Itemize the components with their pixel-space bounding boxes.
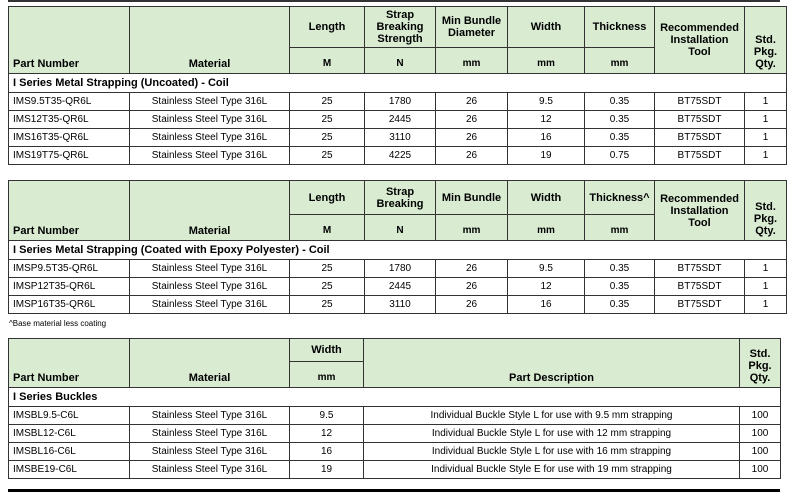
table-cell: 26 (436, 296, 508, 314)
header-material: Material (130, 7, 290, 74)
table-cell: 9.5 (290, 407, 364, 425)
header-width: Width (508, 181, 585, 215)
table-cell: 12 (508, 278, 585, 296)
table-cell: Individual Buckle Style E for use with 19 mm strapping (364, 461, 740, 479)
table-cell: 16 (508, 296, 585, 314)
unit-width: mm (290, 362, 364, 388)
buckles-table (8, 338, 781, 479)
strapping-coated-table (8, 180, 787, 314)
table-cell: 26 (436, 93, 508, 111)
section-title: I Series Buckles (9, 388, 781, 407)
table-cell: BT75SDT (655, 260, 745, 278)
table-cell: IMS16T35-QR6L (9, 129, 130, 147)
header-part-number: Part Number (9, 181, 130, 241)
header-part-number: Part Number (9, 7, 130, 74)
table-cell: IMS12T35-QR6L (9, 111, 130, 129)
table-cell: IMSBL9.5-C6L (9, 407, 130, 425)
top-rule (8, 0, 780, 2)
table-cell: 9.5 (508, 260, 585, 278)
header-material: Material (130, 339, 290, 388)
table-cell: 4225 (365, 147, 436, 165)
table-cell: 1 (745, 278, 787, 296)
table-cell: Stainless Steel Type 316L (130, 425, 290, 443)
table-row (9, 296, 787, 314)
table-cell: Individual Buckle Style L for use with 9.5 mm strapping (364, 407, 740, 425)
footnote: ^Base material less coating (9, 319, 107, 328)
section-title: I Series Metal Strapping (Coated with Epoxy Polyester) - Coil (9, 241, 787, 260)
table-cell: 25 (290, 111, 365, 129)
table-cell: 19 (508, 147, 585, 165)
header-length: Length (290, 7, 365, 48)
table-cell: IMS19T75-QR6L (9, 147, 130, 165)
table-row (9, 93, 787, 111)
table-row (9, 461, 781, 479)
table-cell: 1780 (365, 93, 436, 111)
table-cell: 26 (436, 129, 508, 147)
table-cell: Stainless Steel Type 316L (130, 296, 290, 314)
table-cell: Stainless Steel Type 316L (130, 147, 290, 165)
header-material: Material (130, 181, 290, 241)
header-std-pkg-qty: Std. Pkg. Qty. (740, 339, 781, 388)
bottom-rule (8, 489, 780, 492)
unit-width: mm (508, 48, 585, 74)
table-cell: 25 (290, 93, 365, 111)
table-cell: 25 (290, 278, 365, 296)
header-strap-breaking-strength: Strap Breaking Strength (365, 7, 436, 48)
header-length: Length (290, 181, 365, 215)
table-row (9, 129, 787, 147)
table-cell: 25 (290, 296, 365, 314)
section-title: I Series Metal Strapping (Uncoated) - Coil (9, 74, 787, 93)
table-cell: 1 (745, 93, 787, 111)
table-row (9, 111, 787, 129)
table-cell: 12 (508, 111, 585, 129)
table-cell: 3110 (365, 296, 436, 314)
table-row (9, 278, 787, 296)
header-thickness: Thickness (585, 7, 655, 48)
header-width: Width (290, 339, 364, 362)
header-width: Width (508, 7, 585, 48)
table-cell: 0.35 (585, 296, 655, 314)
table-cell: 26 (436, 260, 508, 278)
header-strap-breaking: Strap Breaking (365, 181, 436, 215)
strapping-uncoated-table (8, 6, 787, 165)
table-cell: 0.35 (585, 93, 655, 111)
table-cell: 0.35 (585, 260, 655, 278)
table-cell: BT75SDT (655, 147, 745, 165)
table-cell: 3110 (365, 129, 436, 147)
table-cell: 1780 (365, 260, 436, 278)
table-cell: 25 (290, 129, 365, 147)
table-cell: 0.35 (585, 129, 655, 147)
table-cell: 0.75 (585, 147, 655, 165)
unit-diameter: mm (436, 215, 508, 241)
table-cell: IMS9.5T35-QR6L (9, 93, 130, 111)
header-recommended-tool: Recommended Installation Tool (655, 7, 745, 74)
table-cell: BT75SDT (655, 278, 745, 296)
header-std-pkg-qty: Std. Pkg. Qty. (745, 181, 787, 241)
table-cell: 26 (436, 147, 508, 165)
table-cell: 26 (436, 278, 508, 296)
table-cell: Individual Buckle Style L for use with 12 mm strapping (364, 425, 740, 443)
table-cell: 19 (290, 461, 364, 479)
table-cell: Individual Buckle Style L for use with 16 mm strapping (364, 443, 740, 461)
table-cell: Stainless Steel Type 316L (130, 461, 290, 479)
unit-length: M (290, 215, 365, 241)
table-row (9, 425, 781, 443)
unit-width: mm (508, 215, 585, 241)
table-cell: IMSP12T35-QR6L (9, 278, 130, 296)
table-cell: 100 (740, 407, 781, 425)
table-cell: 100 (740, 425, 781, 443)
table-row (9, 260, 787, 278)
table-cell: 100 (740, 461, 781, 479)
unit-thickness: mm (585, 48, 655, 74)
table-cell: 0.35 (585, 278, 655, 296)
table-cell: IMSBE19-C6L (9, 461, 130, 479)
table-cell: 1 (745, 260, 787, 278)
table-cell: 26 (436, 111, 508, 129)
header-part-number: Part Number (9, 339, 130, 388)
unit-strength: N (365, 48, 436, 74)
table-cell: 1 (745, 129, 787, 147)
table-cell: 1 (745, 147, 787, 165)
table-cell: Stainless Steel Type 316L (130, 260, 290, 278)
header-recommended-tool: Recommended Installation Tool (655, 181, 745, 241)
table-cell: 100 (740, 443, 781, 461)
table-cell: IMSP16T35-QR6L (9, 296, 130, 314)
table-row (9, 443, 781, 461)
header-part-description: Part Description (364, 339, 740, 388)
table-cell: 12 (290, 425, 364, 443)
table-row (9, 407, 781, 425)
table-cell: 2445 (365, 111, 436, 129)
table-cell: BT75SDT (655, 296, 745, 314)
table-cell: Stainless Steel Type 316L (130, 93, 290, 111)
table-cell: 1 (745, 111, 787, 129)
table-cell: IMSBL16-C6L (9, 443, 130, 461)
table-cell: Stainless Steel Type 316L (130, 129, 290, 147)
table-cell: 25 (290, 260, 365, 278)
table-cell: Stainless Steel Type 316L (130, 278, 290, 296)
unit-thickness: mm (585, 215, 655, 241)
table-cell: 0.35 (585, 111, 655, 129)
table-cell: BT75SDT (655, 129, 745, 147)
table-cell: IMSBL12-C6L (9, 425, 130, 443)
table-cell: Stainless Steel Type 316L (130, 407, 290, 425)
table-cell: 2445 (365, 278, 436, 296)
unit-diameter: mm (436, 48, 508, 74)
header-thickness: Thickness^ (585, 181, 655, 215)
table-cell: BT75SDT (655, 111, 745, 129)
table-cell: Stainless Steel Type 316L (130, 443, 290, 461)
unit-strength: N (365, 215, 436, 241)
table-cell: 9.5 (508, 93, 585, 111)
table-cell: BT75SDT (655, 93, 745, 111)
header-std-pkg-qty: Std. Pkg. Qty. (745, 7, 787, 74)
header-min-bundle: Min Bundle (436, 181, 508, 215)
header-min-bundle-diameter: Min Bundle Diameter (436, 7, 508, 48)
table-cell: Stainless Steel Type 316L (130, 111, 290, 129)
table-cell: IMSP9.5T35-QR6L (9, 260, 130, 278)
table-row (9, 147, 787, 165)
unit-length: M (290, 48, 365, 74)
table-cell: 1 (745, 296, 787, 314)
table-cell: 16 (508, 129, 585, 147)
table-cell: 16 (290, 443, 364, 461)
table-cell: 25 (290, 147, 365, 165)
